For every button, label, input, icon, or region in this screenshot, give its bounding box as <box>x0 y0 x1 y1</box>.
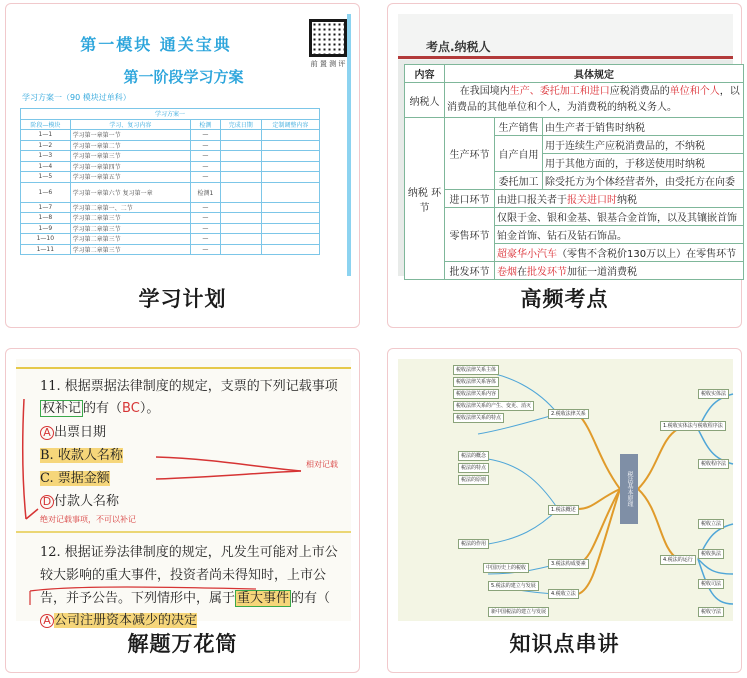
table-cell: — <box>191 244 221 255</box>
question-11-line1: 11. 根据票据法律制度的规定，支票的下列记载事项 <box>40 379 338 394</box>
option-d: D 付款人名称 <box>40 490 119 509</box>
card-caption[interactable]: 学习计划 <box>138 287 227 311</box>
table-cell: 1—7 <box>21 202 71 213</box>
table-cell <box>261 161 319 172</box>
stage-retail: 零售环节 <box>445 208 495 262</box>
table-cell: — <box>191 161 221 172</box>
table-cell <box>220 161 261 172</box>
option-b: B. 收款人名称 <box>40 448 123 463</box>
phase-title: 第一阶段学习方案 <box>123 68 244 86</box>
table-cell: 学习第二章第三节 <box>70 223 190 234</box>
mind-map-node: 税收法律关系客体 <box>453 377 499 387</box>
study-plan-thumbnail <box>16 14 351 276</box>
table-cell: 学习第一章第三节 <box>70 151 190 162</box>
table-cell <box>220 172 261 183</box>
stage-production: 生产环节 <box>445 118 495 190</box>
table-cell <box>261 202 319 213</box>
table-cell: 1—9 <box>21 223 71 234</box>
question-12-line3: 告，并予公告。下列情形中，属于 重大事件 的有（ <box>40 591 331 606</box>
circle-a-icon: A <box>40 426 54 440</box>
table-cell <box>220 151 261 162</box>
sub-self: 自产自用 <box>495 136 543 172</box>
mind-map-center: 税法基本原理 <box>620 454 638 524</box>
plan-col-header: 定制调整内容 <box>261 119 319 130</box>
circle-d-icon: D <box>40 495 54 509</box>
note-absolute: 绝对记载事项，不可以补记 <box>40 515 136 524</box>
table-cell <box>220 223 261 234</box>
question-12-option-a: A 公司注册资本减少的决定 <box>40 609 197 628</box>
sub-sales: 生产销售 <box>495 118 543 136</box>
mind-map-node: 税法的作用 <box>458 539 489 549</box>
note-relative: 相对记载 <box>306 460 338 469</box>
table-cell <box>261 213 319 224</box>
header-divider <box>398 56 733 59</box>
row-stage: 纳税 环节 <box>405 118 445 280</box>
problem-solving-thumbnail <box>16 359 351 628</box>
table-cell: 1—2 <box>21 140 71 151</box>
retail-rule-1: 仅限于金、银和金基、银基合金首饰，以及其镶嵌首饰 <box>495 208 744 226</box>
knowledge-review-thumbnail <box>398 359 733 621</box>
table-cell: 1—8 <box>21 213 71 224</box>
qr-code-icon <box>309 19 347 57</box>
sub-self-rule-1: 用于连续生产应税消费品的，不纳税 <box>543 136 744 154</box>
mind-map-node: 1.税法概述 <box>548 505 579 515</box>
mind-map-node: 税收法律关系的产生、变更、消灭 <box>453 401 534 411</box>
table-cell: 学习第一章第二节 <box>70 140 190 151</box>
question-11-line2: 权补记 的有（BC）。 <box>42 401 160 416</box>
table-row <box>21 223 320 234</box>
table-cell: 学习第一章第五节 <box>70 172 190 183</box>
mind-map-node: 5.税法的建立与发展 <box>488 581 539 591</box>
table-cell <box>261 182 319 202</box>
card-caption[interactable]: 知识点串讲 <box>509 632 620 656</box>
mind-map-node: 新中国税法的建立与发展 <box>488 607 549 617</box>
mind-map-node: 税收司法 <box>698 579 724 589</box>
plan-col-header: 学习、复习内容 <box>70 119 190 130</box>
mind-map-node: 税法的特点 <box>458 463 489 473</box>
col-rule: 具体规定 <box>445 65 744 83</box>
table-cell: 检测1 <box>191 182 221 202</box>
table-cell: — <box>191 140 221 151</box>
col-content: 内容 <box>405 65 445 83</box>
mind-map-node: 税收程序法 <box>698 459 729 469</box>
option-a: A 出票日期 <box>40 421 106 440</box>
mind-map-node: 1.税收实体法与税收程序法 <box>660 421 726 431</box>
mind-map-node: 4.税收立法 <box>548 589 579 599</box>
table-cell: 学习第二章第三节 <box>70 213 190 224</box>
table-cell: — <box>191 234 221 245</box>
taxpayer-rule: 在我国境内生产、委托加工和进口应税消费品的单位和个人，以 消费品的其他单位和个人，为消费税的纳税义务人。 <box>445 83 744 118</box>
table-cell <box>220 182 261 202</box>
table-cell: 1—3 <box>21 151 71 162</box>
table-cell: 1—4 <box>21 161 71 172</box>
table-row <box>21 130 320 141</box>
mind-map-node: 税收守法 <box>698 607 724 617</box>
mind-map-node: 税收法律关系的特点 <box>453 413 504 423</box>
table-cell: 1—10 <box>21 234 71 245</box>
table-cell: 1—5 <box>21 172 71 183</box>
table-cell: — <box>191 202 221 213</box>
stage-wholesale: 批发环节 <box>445 262 495 280</box>
table-row <box>21 172 320 183</box>
problem-solving-card[interactable] <box>5 348 360 673</box>
table-row <box>21 140 320 151</box>
table-cell <box>220 130 261 141</box>
table-cell: 学习第一章第四节 <box>70 161 190 172</box>
slide-header <box>398 14 733 60</box>
mind-map-node: 税法的概念 <box>458 451 489 461</box>
retail-rule-2: 铂金首饰、钻石及钻石饰品。 <box>495 226 744 244</box>
question-12-line2: 较大影响的重大事件，投资者尚未得知时，上市公 <box>40 568 327 583</box>
table-row <box>21 161 320 172</box>
option-c: C. 票据金额 <box>40 471 110 486</box>
wholesale-rule: 卷烟在批发环节加征一道消费税 <box>495 262 744 280</box>
table-row <box>21 244 320 255</box>
table-cell: 学习第二章第三节 <box>70 244 190 255</box>
mind-map-node: 中国历史上的税收 <box>483 563 529 573</box>
table-cell: — <box>191 213 221 224</box>
mind-map-node: 税收实体法 <box>698 389 729 399</box>
table-cell: 1—6 <box>21 182 71 202</box>
table-cell: — <box>191 172 221 183</box>
scheme-label: 学习方案一（90 模块过单科） <box>22 93 131 102</box>
study-plan-table <box>20 108 320 255</box>
sub-self-rule-2: 用于其他方面的，于移送使用时纳税 <box>543 154 744 172</box>
module-title: 第一模块 通关宝典 <box>80 35 232 54</box>
plan-col-header: 检测 <box>191 119 221 130</box>
card-caption[interactable]: 高频考点 <box>520 287 609 311</box>
table-row <box>21 202 320 213</box>
sub-entrust: 委托加工 <box>495 172 543 190</box>
import-rule: 由进口报关者于报关进口时纳税 <box>495 190 744 208</box>
knowledge-review-card[interactable] <box>387 348 742 673</box>
study-plan-card[interactable] <box>5 3 360 328</box>
key-points-thumbnail <box>398 14 740 278</box>
tax-table <box>404 64 744 280</box>
table-caption: 学习方案一 <box>21 109 320 120</box>
table-row <box>21 151 320 162</box>
mind-map-node: 3.税法构成要素 <box>548 559 589 569</box>
card-caption[interactable]: 解题万花筒 <box>127 632 238 656</box>
table-cell: 学习第一章第一节 <box>70 130 190 141</box>
table-cell <box>220 202 261 213</box>
sub-sales-rule: 由生产者于销售时纳税 <box>543 118 744 136</box>
row-taxpayer: 纳税人 <box>405 83 445 118</box>
qr-label: 前 置 测 评 <box>310 60 346 68</box>
circle-a2-icon: A <box>40 614 54 628</box>
table-cell <box>261 223 319 234</box>
table-cell <box>261 234 319 245</box>
table-row <box>21 213 320 224</box>
table-cell <box>261 140 319 151</box>
mind-map-node: 税收法律关系内容 <box>453 389 499 399</box>
table-cell <box>261 130 319 141</box>
table-cell: — <box>191 130 221 141</box>
mind-map-node: 税法的原则 <box>458 475 489 485</box>
table-row <box>21 182 320 202</box>
mind-map-node: 税收立法 <box>698 519 724 529</box>
table-cell: — <box>191 151 221 162</box>
table-cell <box>220 140 261 151</box>
table-cell: 学习第二章第三节 <box>70 234 190 245</box>
table-cell <box>220 213 261 224</box>
table-row <box>21 234 320 245</box>
table-cell: 1—1 <box>21 130 71 141</box>
mind-map-node: 4.税法的运行 <box>660 555 696 565</box>
table-cell: — <box>191 223 221 234</box>
mind-map-links <box>398 359 733 621</box>
table-cell: 学习第二章第一、二节 <box>70 202 190 213</box>
table-cell <box>261 151 319 162</box>
stage-import: 进口环节 <box>445 190 495 208</box>
key-points-card[interactable] <box>387 3 742 328</box>
retail-rule-3: 超豪华小汽车（零售不含税价130万以上）在零售环节 <box>495 244 744 262</box>
mind-map-node: 税收法律关系主体 <box>453 365 499 375</box>
question-12-line1: 12. 根据证券法律制度的规定，凡发生可能对上市公 <box>40 545 338 560</box>
sub-entrust-rule: 除受托方为个体经营者外，由受托方在向委 <box>543 172 744 190</box>
table-cell: 学习第一章第六节 复习第一章 <box>70 182 190 202</box>
table-cell <box>220 234 261 245</box>
mind-map-node: 2.税收法律关系 <box>548 409 589 419</box>
mind-map-node: 税收执法 <box>698 549 724 559</box>
plan-col-header: 阶段—模块 <box>21 119 71 130</box>
plan-col-header: 完成日期 <box>220 119 261 130</box>
table-cell <box>261 244 319 255</box>
table-cell: 1—11 <box>21 244 71 255</box>
slide-heading: 考点.纳税人 <box>426 40 491 54</box>
table-cell <box>261 172 319 183</box>
table-cell <box>220 244 261 255</box>
